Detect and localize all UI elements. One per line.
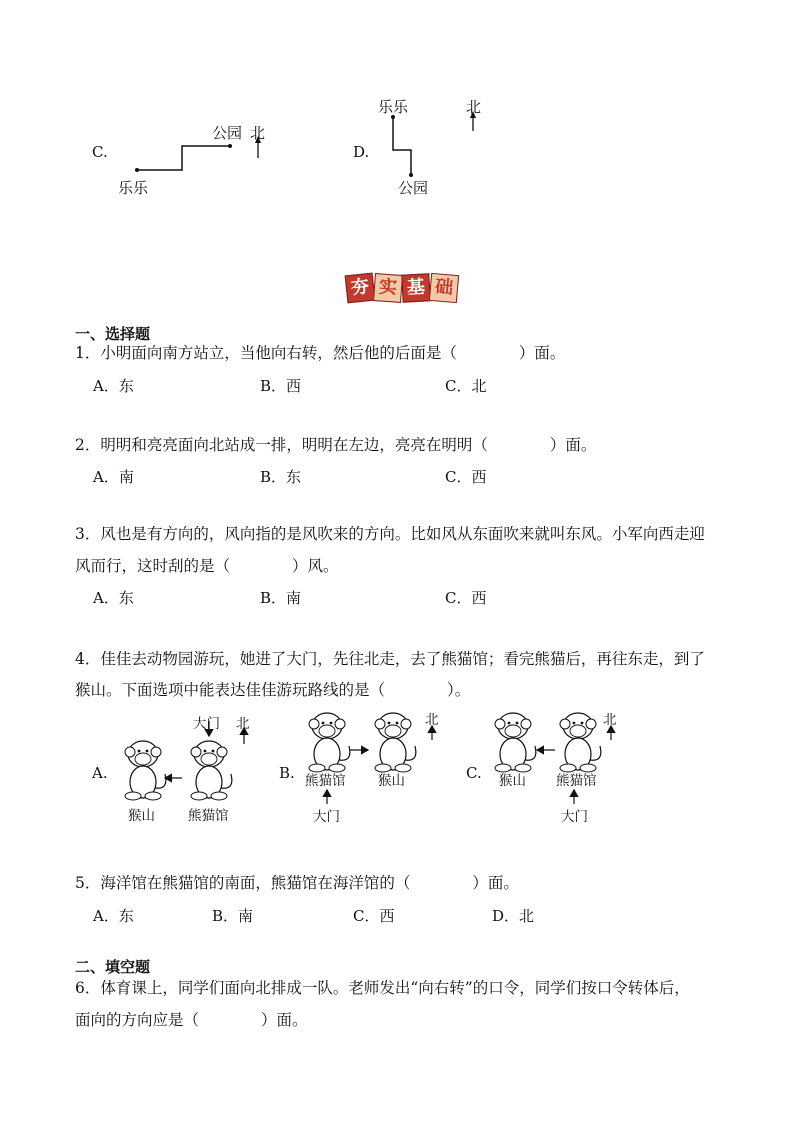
gate-label: 大门 xyxy=(193,716,220,732)
question-1: 1．小明面向南方站立，当他向右转，然后他的后面是（ ）面。 xyxy=(75,344,566,362)
question-5: 5．海洋馆在熊猫馆的南面，熊猫馆在海洋馆的（ ）面。 xyxy=(75,874,519,892)
monkey-hill-label: 猴山 xyxy=(128,808,155,824)
monkey-icon xyxy=(560,713,601,772)
monkey-icon xyxy=(125,741,166,800)
section-banner xyxy=(346,274,458,302)
question-3-line-2: 风而行，这时刮的是（ ）风。 xyxy=(75,557,339,575)
question-6-line-2: 面向的方向应是（ ）面。 xyxy=(75,1011,308,1029)
gate-label: 大门 xyxy=(561,809,588,825)
start-label: 乐乐 xyxy=(378,98,409,116)
option-letter: C. xyxy=(466,764,482,782)
monkey-icon xyxy=(309,713,350,772)
banner-char: 夯 xyxy=(345,273,376,304)
question-2: 2．明明和亮亮面向北站成一排，明明在左边，亮亮在明明（ ）面。 xyxy=(75,436,597,454)
option-b: B．南 xyxy=(212,907,254,925)
banner-char: 础 xyxy=(429,273,459,303)
gate-label: 大门 xyxy=(313,809,340,825)
option-c: C．西 xyxy=(353,907,395,925)
panda-hall-label: 熊猫馆 xyxy=(188,808,229,824)
option-b: B．东 xyxy=(260,468,302,486)
panda-hall-label: 熊猫馆 xyxy=(305,773,346,789)
option-c: C．西 xyxy=(445,589,487,607)
option-letter: C. xyxy=(92,143,108,161)
north-label: 北 xyxy=(603,712,617,728)
option-d: D．北 xyxy=(492,907,535,925)
option-b: B．西 xyxy=(260,377,302,395)
section-title: 一、选择题 xyxy=(75,325,151,343)
monkey-icon xyxy=(375,713,416,772)
option-letter: D. xyxy=(353,143,370,161)
question-4-line-1: 4．佳佳去动物园游玩，她进了大门，先往北走，去了熊猫馆；看完熊猫后，再往东走，到了 xyxy=(75,650,705,668)
option-letter: B. xyxy=(279,764,295,782)
monkey-icon xyxy=(495,713,536,772)
question-3-line-1: 3．风也是有方向的，风向指的是风吹来的方向。比如风从东面吹来就叫东风。小军向西走迎 xyxy=(75,525,705,543)
monkey-hill-label: 猴山 xyxy=(499,773,526,789)
option-a: A．东 xyxy=(93,377,134,395)
banner-char: 实 xyxy=(373,273,403,303)
north-label: 北 xyxy=(250,124,266,142)
option-c: C．西 xyxy=(445,468,487,486)
option-letter: A. xyxy=(92,764,108,782)
north-label: 北 xyxy=(425,712,439,728)
option-a: A．东 xyxy=(93,589,134,607)
question-4-line-2: 猴山。下面选项中能表达佳佳游玩路线的是（ ）。 xyxy=(75,681,471,699)
start-label: 乐乐 xyxy=(118,179,149,197)
end-label: 公园 xyxy=(212,124,243,142)
end-label: 公园 xyxy=(398,179,429,197)
monkey-icon xyxy=(191,741,232,800)
option-b: B．南 xyxy=(260,589,302,607)
monkey-hill-label: 猴山 xyxy=(378,773,405,789)
panda-hall-label: 熊猫馆 xyxy=(556,773,597,789)
north-label: 北 xyxy=(466,98,482,116)
option-a: A．南 xyxy=(93,468,134,486)
north-label: 北 xyxy=(236,716,250,732)
banner-char: 基 xyxy=(401,273,430,302)
section-title: 二、填空题 xyxy=(75,958,151,976)
option-c: C．北 xyxy=(445,377,487,395)
question-6-line-1: 6．体育课上，同学们面向北排成一队。老师发出“向右转”的口令，同学们按口令转体后， xyxy=(75,979,690,997)
option-a: A．东 xyxy=(93,907,134,925)
